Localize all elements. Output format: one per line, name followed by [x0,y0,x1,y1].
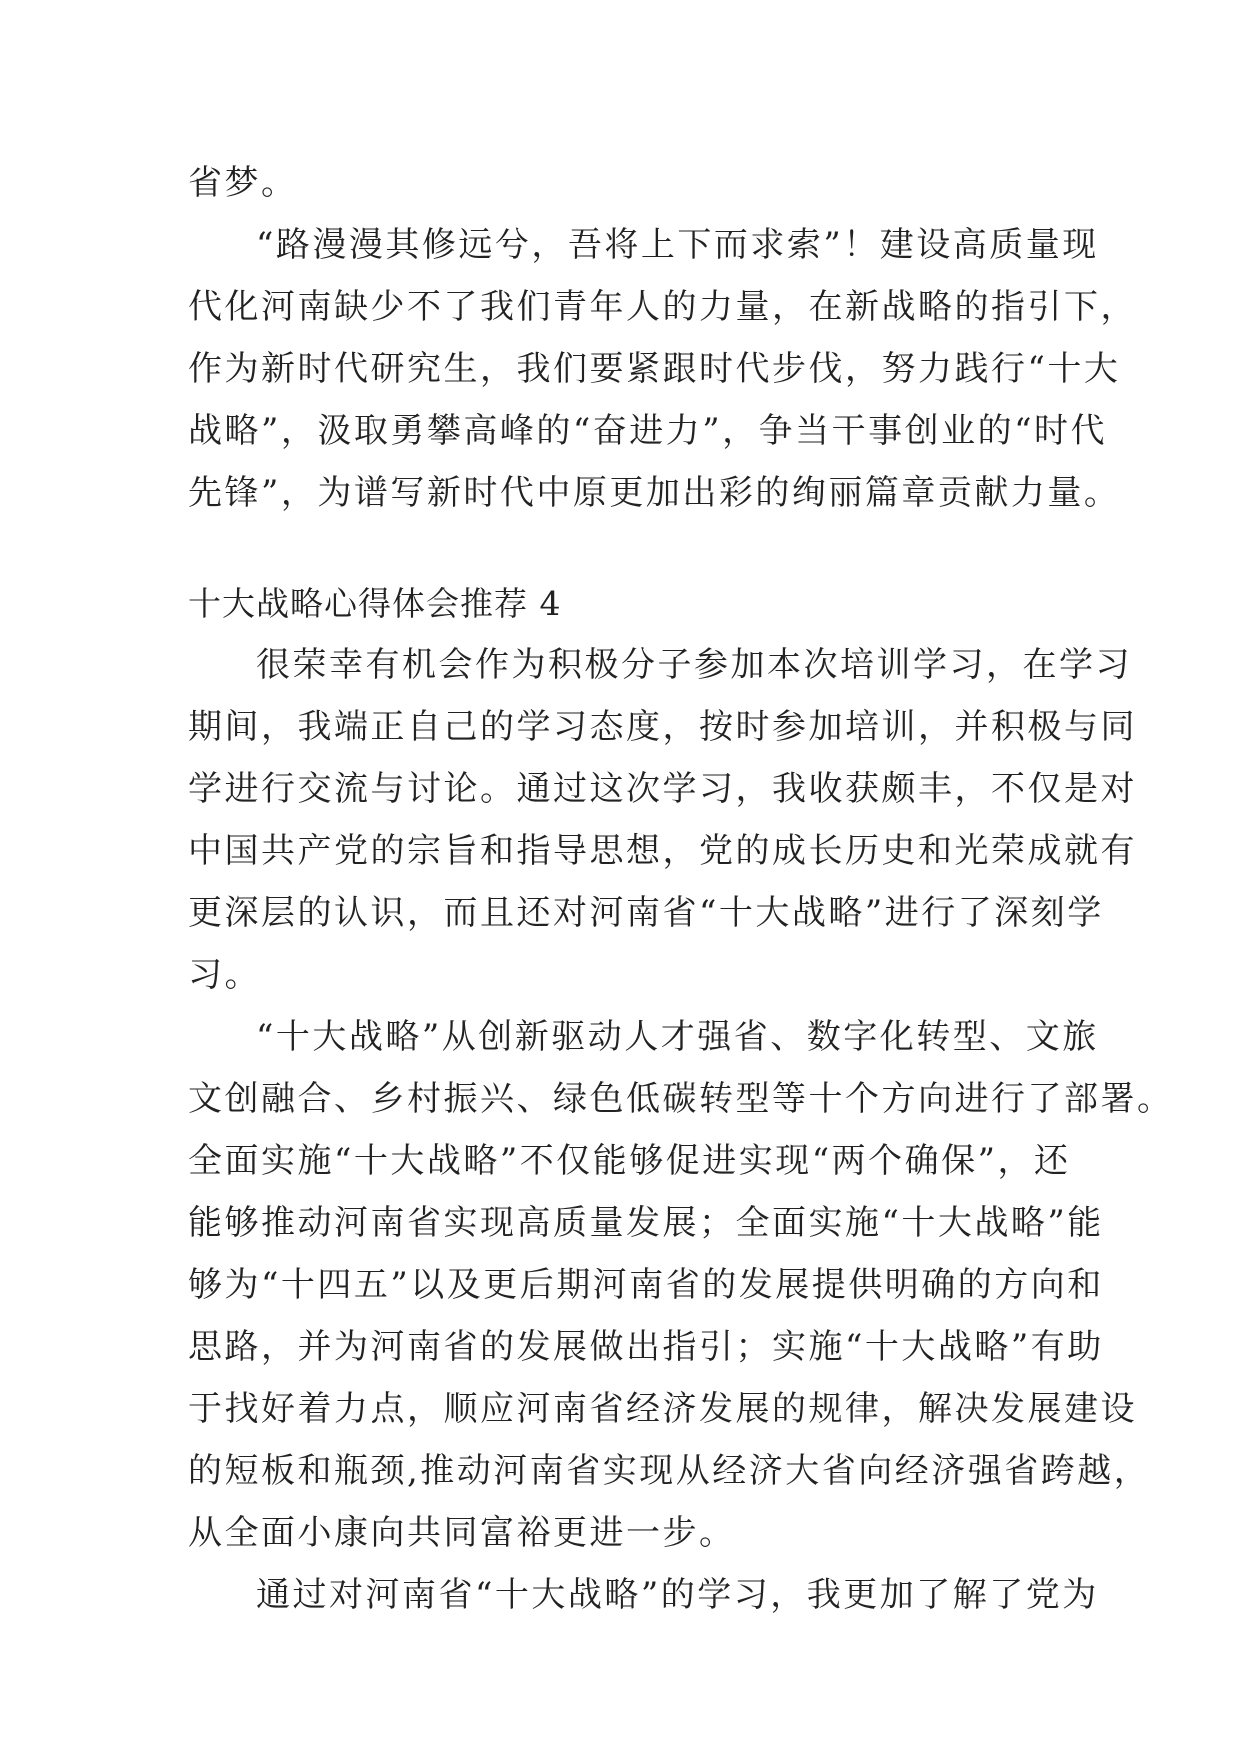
text-line: 省梦。 [188,163,298,203]
text-line: 战略”，汲取勇攀高峰的“奋进力”，争当干事创业的“时代 [188,411,1108,451]
paragraph-closing [188,1564,1099,1626]
text-line: 习。 [188,955,261,995]
text-line: 全面实施“十大战略”不仅能够促进实现“两个确保”，还 [188,1141,1071,1181]
text-line: 作为新时代研究生，我们要紧跟时代步伐，努力践行“十大 [188,349,1121,389]
text-line: 更深层的认识，而且还对河南省“十大战略”进行了深刻学 [188,893,1104,933]
text-line: “十大战略”从创新驱动人才强省、数字化转型、文旅 [256,1017,1099,1057]
section-spacer [188,524,1068,574]
text-line: 通过对河南省“十大战略”的学习，我更加了解了党为 [256,1575,1099,1615]
document-page [188,152,1174,1626]
text-line: 代化河南缺少不了我们青年人的力量，在新战略的指引下， [188,287,1137,327]
text-line: 于找好着力点，顺应河南省经济发展的规律，解决发展建设 [188,1389,1137,1429]
text-line: 先锋”，为谱写新时代中原更加出彩的绚丽篇章贡献力量。 [188,473,1121,513]
text-line: 文创融合、乡村振兴、绿色低碳转型等十个方向进行了部署。 [188,1079,1174,1119]
text-line: “路漫漫其修远兮，吾将上下而求索”！建设高质量现 [256,225,1099,265]
text-line: 从全面小康向共同富裕更进一步。 [188,1513,736,1553]
paragraph-road [188,214,1137,524]
text-line: 中国共产党的宗旨和指导思想，党的成长历史和光荣成就有 [188,831,1137,871]
text-line: 学进行交流与讨论。通过这次学习，我收获颇丰，不仅是对 [188,769,1137,809]
paragraph-previous-tail [188,152,1068,214]
text-line: 够为“十四五”以及更后期河南省的发展提供明确的方向和 [188,1265,1104,1305]
paragraph-intro [188,634,1137,1006]
text-line: 很荣幸有机会作为积极分子参加本次培训学习，在学习 [256,645,1132,685]
paragraph-strategy [188,1006,1174,1564]
text-line: 期间，我端正自己的学习态度，按时参加培训，并积极与同 [188,707,1137,747]
text-line: 能够推动河南省实现高质量发展；全面实施“十大战略”能 [188,1203,1104,1243]
text-line: 的短板和瓶颈,推动河南省实现从经济大省向经济强省跨越， [188,1451,1151,1491]
section-heading: 十大战略心得体会推荐 4 [188,584,562,623]
text-line: 思路，并为河南省的发展做出指引；实施“十大战略”有助 [188,1327,1104,1367]
